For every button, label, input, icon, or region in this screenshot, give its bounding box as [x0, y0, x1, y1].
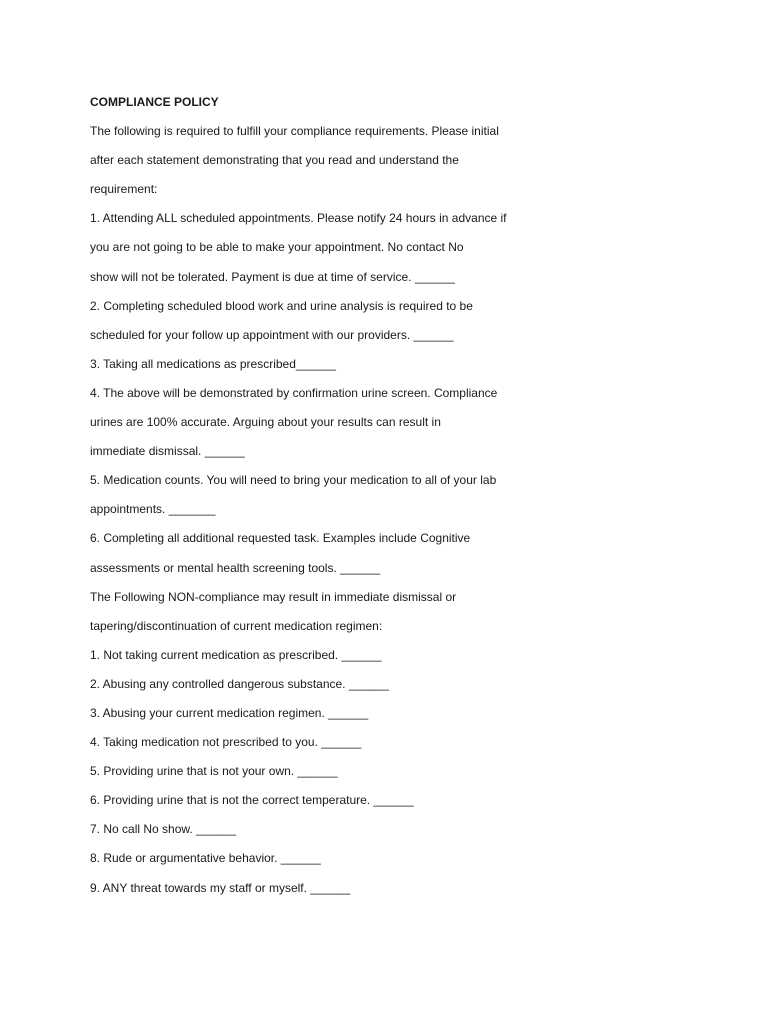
requirement-item: 1. Attending ALL scheduled appointments. Please notify 24 hours in advance if [90, 211, 507, 226]
noncompliance-item: 3. Abusing your current medication regimen. ______ [90, 705, 369, 720]
requirement-item: 5. Medication counts. You will need to bring your medication to all of your lab [90, 473, 497, 488]
noncompliance-item: 2. Abusing any controlled dangerous substance. ______ [90, 676, 389, 691]
requirement-item: immediate dismissal. ______ [90, 444, 245, 459]
document-title: COMPLIANCE POLICY [90, 95, 219, 109]
noncompliance-item: 8. Rude or argumentative behavior. ______ [90, 851, 321, 866]
requirement-item: 6. Completing all additional requested task. Examples include Cognitive [90, 531, 471, 546]
noncompliance-item: 9. ANY threat towards my staff or myself. ______ [90, 880, 351, 895]
noncompliance-item: 4. Taking medication not prescribed to you. ______ [90, 735, 362, 750]
noncompliance-intro: The Following NON-compliance may result in immediate dismissal or [90, 589, 457, 604]
noncompliance-item: 5. Providing urine that is not your own. ______ [90, 764, 338, 779]
intro-line: The following is required to fulfill your compliance requirements. Please initial [90, 124, 499, 139]
requirement-item: urines are 100% accurate. Arguing about your results can result in [90, 415, 441, 430]
noncompliance-item: 7. No call No show. ______ [90, 822, 237, 837]
requirement-item: show will not be tolerated. Payment is due at time of service. ______ [90, 269, 455, 284]
requirement-item: scheduled for your follow up appointment with our providers. ______ [90, 327, 454, 342]
noncompliance-intro: tapering/discontinuation of current medication regimen: [90, 618, 383, 633]
intro-line: after each statement demonstrating that you read and understand the [90, 153, 459, 168]
document-body [90, 88, 550, 903]
requirement-item: you are not going to be able to make your appointment. No contact No [90, 240, 464, 255]
intro-line: requirement: [90, 182, 158, 197]
requirement-item: 3. Taking all medications as prescribed______ [90, 356, 336, 371]
noncompliance-item: 6. Providing urine that is not the correct temperature. ______ [90, 793, 414, 808]
requirement-item: assessments or mental health screening tools. ______ [90, 560, 381, 575]
requirement-item: appointments. _______ [90, 502, 216, 517]
requirement-item: 2. Completing scheduled blood work and urine analysis is required to be [90, 298, 473, 313]
requirement-item: 4. The above will be demonstrated by confirmation urine screen. Compliance [90, 385, 498, 400]
noncompliance-item: 1. Not taking current medication as prescribed. ______ [90, 647, 382, 662]
